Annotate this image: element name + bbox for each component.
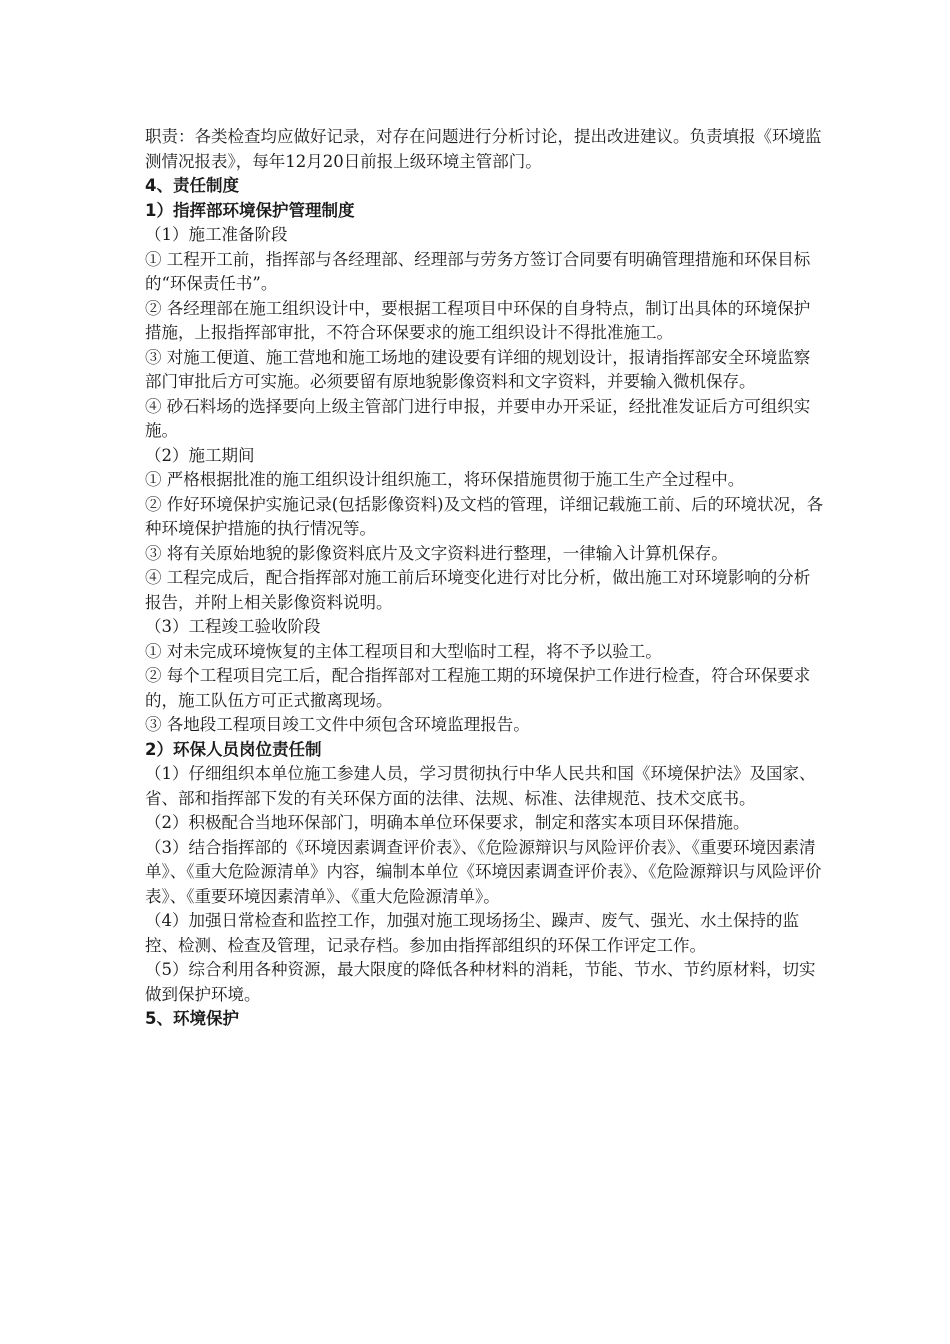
paragraph: ① 对未完成环境恢复的主体工程项目和大型临时工程，将不予以验工。: [145, 641, 662, 661]
subsection-heading: 1）指挥部环境保护管理制度: [145, 200, 355, 220]
section-heading: 5、环境保护: [145, 1009, 239, 1028]
paragraph: ③ 对施工便道、施工营地和施工场地的建设要有详细的规划设计，报请指挥部安全环境监察部门审批后方可实施。必须要留有原地貌影像资料和文字资料，并要输入微机保存。: [145, 347, 811, 391]
paragraph: ② 每个工程项目完工后，配合指挥部对工程施工期的环境保护工作进行检查，符合环保要求的，施工队伍方可正式撤离现场。: [145, 666, 811, 710]
document-page: [145, 125, 825, 1032]
section-heading: 4、责任制度: [145, 176, 239, 195]
paragraph: 职责：各类检查均应做好记录，对存在问题进行分析讨论，提出改进建议。负责填报《环境监测情况报表》，每年12月20日前报上级环境主管部门。: [145, 127, 822, 171]
paragraph: ② 各经理部在施工组织设计中，要根据工程项目中环保的自身特点，制订出具体的环境保护措施，上报指挥部审批，不符合环保要求的施工组织设计不得批准施工。: [145, 298, 811, 342]
paragraph: （3）工程竣工验收阶段: [145, 617, 321, 636]
paragraph: （1）施工准备阶段: [145, 225, 288, 244]
paragraph: ④ 工程完成后，配合指挥部对施工前后环境变化进行对比分析，做出施工对环境影响的分析报告，并附上相关影像资料说明。: [145, 568, 811, 612]
paragraph: （1）仔细组织本单位施工参建人员，学习贯彻执行中华人民共和国《环境保护法》及国家、省、部和指挥部下发的有关环保方面的法律、法规、标准、法律规范、技术交底书。: [145, 764, 816, 808]
paragraph: ④ 砂石料场的选择要向上级主管部门进行申报，并要申办开采证，经批准发证后方可组织实施。: [145, 396, 811, 440]
paragraph: ③ 将有关原始地貌的影像资料底片及文字资料进行整理，一律输入计算机保存。: [145, 543, 728, 563]
paragraph: ② 作好环境保护实施记录(包括影像资料)及文档的管理，详细记载施工前、后的环境状况，各种环境保护措施的执行情况等。: [145, 494, 824, 538]
paragraph: （4）加强日常检查和监控工作，加强对施工现场扬尘、躁声、废气、强光、水土保持的监控、检测、检查及管理，记录存档。参加由指挥部组织的环保工作评定工作。: [145, 911, 799, 955]
paragraph: （3）结合指挥部的《环境因素调查评价表》、《危险源辩识与风险评价表》、《重要环境因素清单》、《重大危险源清单》内容，编制本单位《环境因素调查评价表》、《危险源辩识与风险评价表》、《重要环境因素清单》、《重大危险源清单》。: [145, 837, 822, 906]
paragraph: （2）积极配合当地环保部门，明确本单位环保要求，制定和落实本项目环保措施。: [145, 813, 750, 832]
paragraph: （5）综合利用各种资源，最大限度的降低各种材料的消耗，节能、节水、节约原材料，切实做到保护环境。: [145, 960, 816, 1004]
paragraph: ① 严格根据批准的施工组织设计组织施工，将环保措施贯彻于施工生产全过程中。: [145, 470, 745, 489]
paragraph: ③ 各地段工程项目竣工文件中须包含环境监理报告。: [145, 715, 530, 734]
paragraph: ① 工程开工前，指挥部与各经理部、经理部与劳务方签订合同要有明确管理措施和环保目标的“环保责任书”。: [145, 249, 811, 293]
subsection-heading: 2）环保人员岗位责任制: [145, 739, 322, 759]
paragraph: （2）施工期间: [145, 445, 255, 465]
